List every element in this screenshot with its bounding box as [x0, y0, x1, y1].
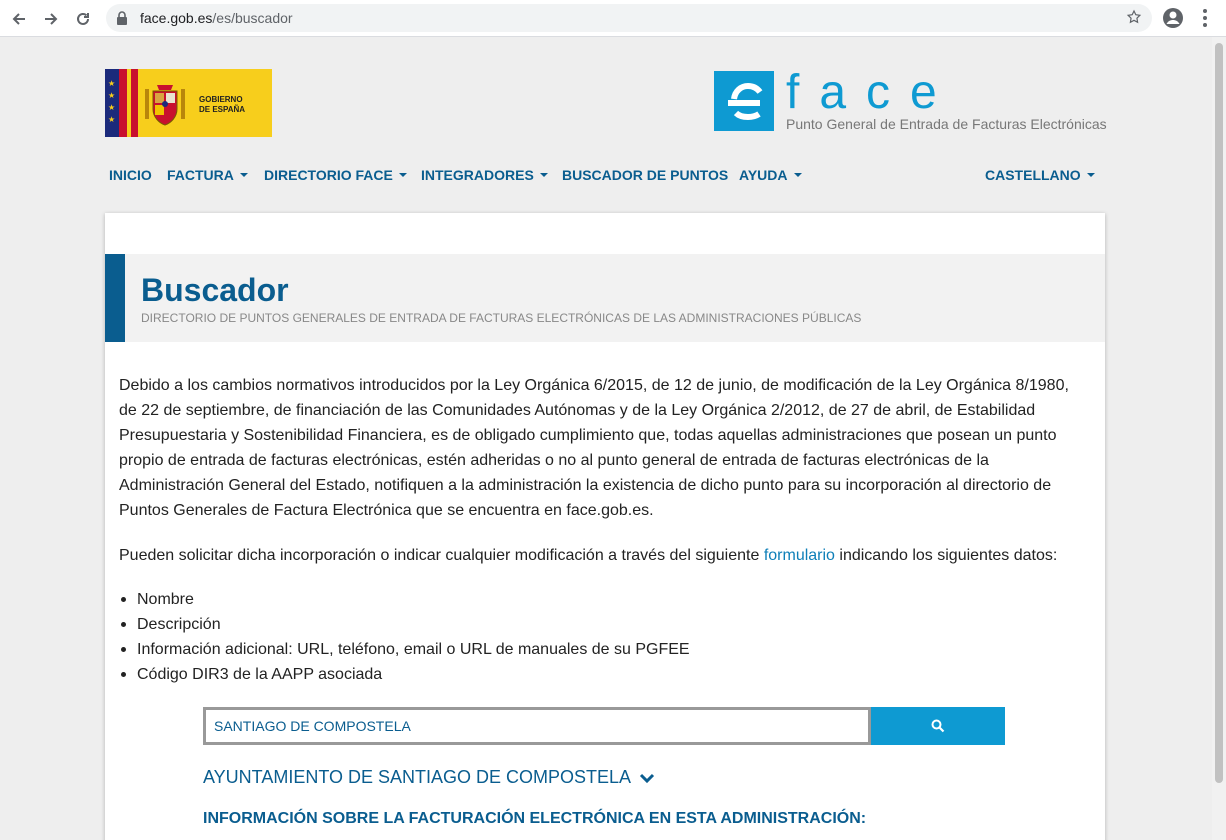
list-item: Información adicional: URL, teléfono, email o URL de manuales de su PGFEE	[119, 637, 690, 662]
nav-integradores[interactable]	[421, 167, 548, 183]
info-heading: INFORMACIÓN SOBRE LA FACTURACIÓN ELECTRÓNICA EN ESTA ADMINISTRACIÓN:	[203, 810, 867, 827]
url-path: /es/buscador	[212, 10, 293, 26]
request-text-before: Pueden solicitar dicha incorporación o indicar cualquier modificación a través del siguiente	[119, 547, 764, 564]
scrollbar-thumb[interactable]	[1215, 43, 1223, 783]
gobierno-espana-logo[interactable]	[105, 69, 272, 137]
lock-icon	[116, 10, 128, 31]
content-card	[105, 213, 1105, 840]
nav-ayuda[interactable]	[739, 167, 802, 183]
caret-down-icon	[399, 173, 407, 177]
search-input[interactable]	[203, 707, 871, 745]
nav-factura-label: FACTURA	[167, 167, 234, 183]
page-title-band	[105, 254, 1105, 342]
result-toggle[interactable]	[203, 767, 655, 788]
kebab-menu-icon[interactable]	[1195, 7, 1215, 34]
star-icon: ★	[108, 91, 116, 100]
caret-down-icon	[1087, 173, 1095, 177]
page-title: Buscador	[141, 272, 289, 308]
formulario-link[interactable]: formulario	[763, 547, 835, 564]
nav-ayuda-label: AYUDA	[739, 167, 788, 183]
browser-toolbar	[0, 0, 1226, 37]
caret-down-icon	[240, 173, 248, 177]
nav-directorio-face[interactable]	[264, 167, 407, 183]
nav-inicio[interactable]: INICIO	[109, 167, 152, 183]
nav-integradores-label: INTEGRADORES	[421, 167, 534, 183]
reload-icon[interactable]	[71, 7, 95, 31]
coat-of-arms-icon	[143, 81, 187, 127]
bookmark-star-icon[interactable]	[1126, 9, 1142, 30]
list-item: Descripción	[119, 612, 690, 637]
address-bar[interactable]	[106, 4, 1152, 32]
chevron-down-icon	[639, 772, 655, 784]
gob-text-line-1: GOBIERNO	[199, 95, 243, 104]
page-scrollbar[interactable]	[1212, 37, 1226, 840]
face-subtitle: Punto General de Entrada de Facturas Electrónicas	[786, 116, 1107, 132]
back-icon[interactable]	[7, 7, 31, 31]
request-paragraph	[119, 543, 1091, 568]
caret-down-icon	[540, 173, 548, 177]
search-button[interactable]	[871, 707, 1005, 745]
url-text	[140, 10, 293, 26]
nav-directorio-label: DIRECTORIO FACE	[264, 167, 393, 183]
list-item: Nombre	[119, 587, 690, 612]
language-selector[interactable]	[985, 167, 1095, 183]
nav-buscador-de-puntos[interactable]: BUSCADOR DE PUNTOS	[562, 167, 729, 183]
main-navigation	[105, 162, 1105, 188]
gobierno-logo-text	[199, 95, 269, 115]
list-item: Código DIR3 de la AAPP asociada	[119, 662, 690, 687]
gob-text-line-2: DE ESPAÑA	[199, 105, 246, 114]
face-logo-icon[interactable]	[714, 71, 774, 131]
logo-stripe	[131, 69, 138, 137]
page-subtitle: DIRECTORIO DE PUNTOS GENERALES DE ENTRADA DE FACTURAS ELECTRÓNICAS DE LAS ADMINISTRACIONES PÚBLICAS	[141, 311, 862, 325]
search-form	[203, 707, 1007, 745]
star-icon: ★	[108, 79, 116, 88]
nav-factura[interactable]	[167, 167, 248, 183]
account-icon[interactable]	[1162, 7, 1184, 34]
request-text-after: indicando los siguientes datos:	[834, 547, 1058, 564]
title-accent-bar	[105, 254, 125, 342]
language-label: CASTELLANO	[985, 167, 1081, 183]
result-title: AYUNTAMIENTO DE SANTIAGO DE COMPOSTELA	[203, 767, 631, 787]
star-icon: ★	[108, 103, 116, 112]
star-icon: ★	[108, 115, 116, 124]
intro-paragraph: Debido a los cambios normativos introducidos por la Ley Orgánica 6/2015, de 12 de junio, de modificación de la Ley Orgánica 8/1980, de 22 de septiembre, de financiación de las Comunidades Autónomas y de la Ley Orgánica 2/2012, de 27 de abril, de Estabilidad Presupuestaria y Sostenibilidad Financiera, es de obligado cumplimiento que, todas aquellas administraciones que posean un punto propio de entrada de facturas electrónicas, estén adheridas o no al punto general de entrada de facturas electrónicas de la Administración General del Estado, notifiquen a la administración la existencia de dicho punto para su incorporación al directorio de Puntos Generales de Factura Electrónica que se encuentra en face.gob.es.	[119, 377, 1069, 519]
forward-icon[interactable]	[39, 7, 63, 31]
url-host: face.gob.es	[140, 10, 213, 26]
search-icon	[931, 719, 945, 733]
face-wordmark[interactable]: face	[786, 66, 957, 119]
logo-stripe	[119, 69, 127, 137]
caret-down-icon	[794, 173, 802, 177]
required-data-list	[119, 587, 690, 687]
